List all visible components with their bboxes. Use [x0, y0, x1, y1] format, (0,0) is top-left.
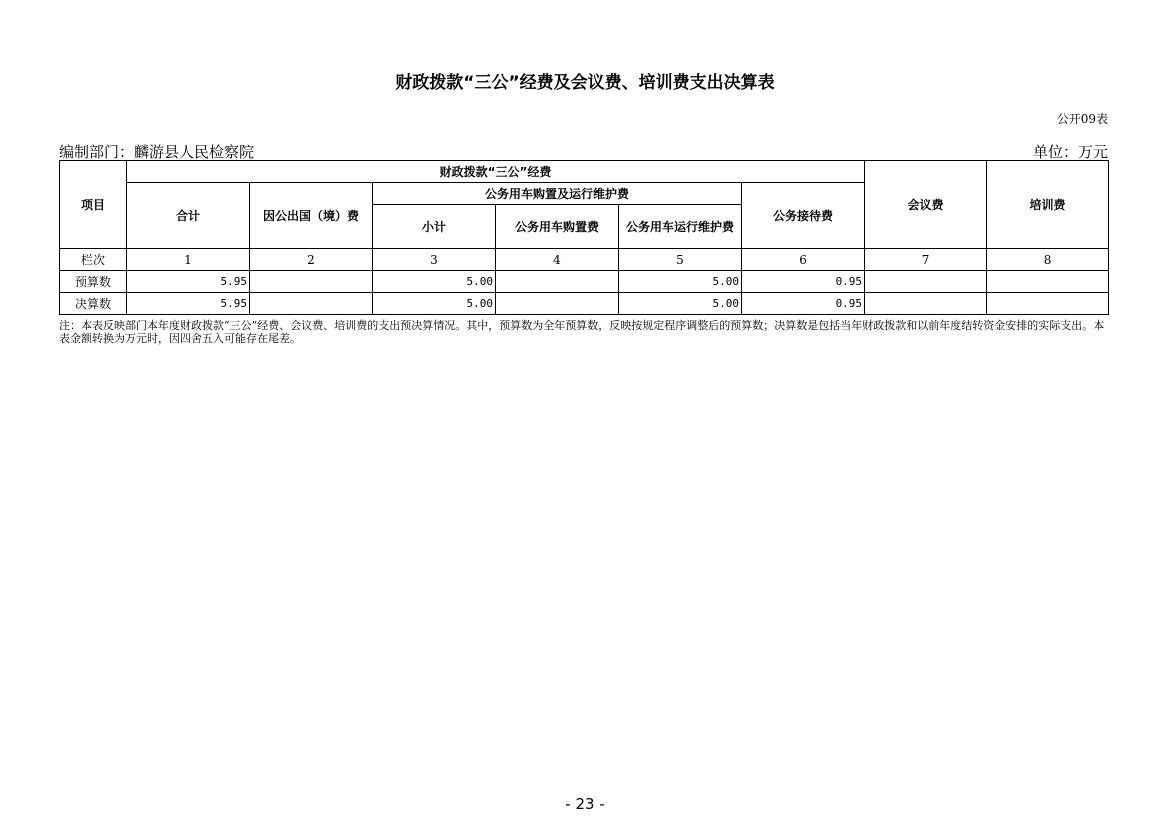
table-cell	[987, 293, 1109, 315]
table-row	[60, 271, 1109, 293]
table-cell	[250, 271, 373, 293]
header-vehicle-operation: 公务用车运行维护费	[619, 205, 742, 249]
table-cell: 5.95	[127, 271, 250, 293]
table-cell: 5.00	[373, 271, 496, 293]
table-cell: 5.95	[127, 293, 250, 315]
table-cell: 5.00	[619, 293, 742, 315]
table-cell: 3	[373, 249, 496, 271]
table-cell: 0.95	[742, 271, 865, 293]
page-title: 财政拨款“三公”经费及会议费、培训费支出决算表	[395, 73, 775, 93]
header-vehicle-purchase: 公务用车购置费	[496, 205, 619, 249]
form-number: 公开09表	[1056, 112, 1108, 126]
table-cell	[250, 293, 373, 315]
header-abroad: 因公出国（境）费	[250, 183, 373, 249]
table-cell: 8	[987, 249, 1109, 271]
table-cell: 6	[742, 249, 865, 271]
table-cell	[987, 271, 1109, 293]
header-item: 项目	[60, 161, 127, 249]
table-cell: 1	[127, 249, 250, 271]
table-cell	[865, 293, 987, 315]
row-label: 决算数	[60, 293, 127, 315]
table-cell: 7	[865, 249, 987, 271]
row-label: 栏次	[60, 249, 127, 271]
table-cell: 5.00	[373, 293, 496, 315]
department-label: 编制部门：麟游县人民检察院	[59, 143, 255, 161]
table-cell: 5	[619, 249, 742, 271]
header-total: 合计	[127, 183, 250, 249]
row-label: 预算数	[60, 271, 127, 293]
header-subtotal: 小计	[373, 205, 496, 249]
table-note: 注：本表反映部门本年度财政拨款“三公”经费、会议费、培训费的支出预决算情况。其中，预算数为全年预算数，反映按规定程序调整后的预算数；决算数是包括当年财政拨款和以前年度结转资金安排的实际支出。本表金额转换为万元时，因四舍五入可能存在尾差。	[59, 319, 1105, 345]
table-cell	[865, 271, 987, 293]
table-cell: 4	[496, 249, 619, 271]
unit-label: 单位：万元	[1032, 143, 1108, 161]
table-cell	[496, 293, 619, 315]
header-vehicle-group: 公务用车购置及运行维护费	[373, 183, 742, 205]
table-cell: 0.95	[742, 293, 865, 315]
table-cell	[496, 271, 619, 293]
table-row	[60, 249, 1109, 271]
table-row	[60, 293, 1109, 315]
header-sangong-group: 财政拨款“三公”经费	[127, 161, 865, 183]
table-cell: 5.00	[619, 271, 742, 293]
header-meeting: 会议费	[865, 161, 987, 249]
page-number: - 23 -	[565, 795, 605, 813]
expenditure-table	[59, 160, 1109, 315]
header-reception: 公务接待费	[742, 183, 865, 249]
table-cell: 2	[250, 249, 373, 271]
header-training: 培训费	[987, 161, 1109, 249]
